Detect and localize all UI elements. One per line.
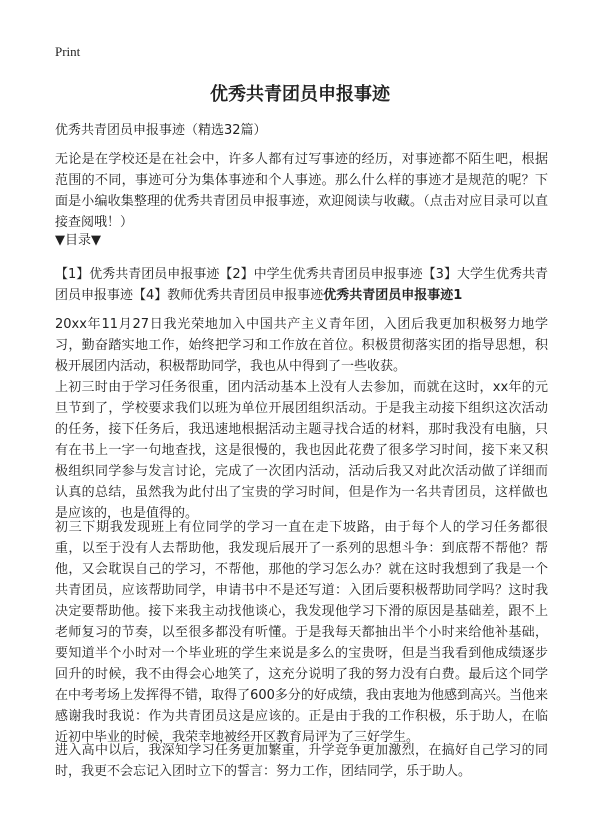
toc-current-heading: 优秀共青团员申报事迹1 [323,288,463,303]
print-link[interactable]: Print [55,44,81,59]
document-subtitle: 优秀共青团员申报事迹（精选32篇） [55,123,267,138]
document-title: 优秀共青团员申报事迹 [210,84,390,105]
body-paragraph: 20xx年11月27日我光荣地加入中国共产主义青年团，入团后我更加积极努力地学习，勤奋踏实地工作，始终把学习和工作放在首位。积极贯彻落实团的指导思想，积极开展团内活动，积极帮助同学，我也从中得到了一些收获。 [55,317,548,374]
body-paragraph: 上初三时由于学习任务很重，团内活动基本上没有人去参加，而就在这时，xx年的元旦节到了，学校要求我们以班为单位开展团组织活动。于是我主动接下组织这次活动的任务，接下任务后，我迅速地根据活动主题寻找合适的材料，那时我没有电脑，只有在书上一字一句地查找，这是很慢的，我也因此花费了很多学习时间，接下来又积极组织同学参与发言讨论，完成了一次团内活动，活动后我又对此次活动做了详细而认真的总结，虽然我为此付出了宝贵的学习时间，但是作为一名共青团员，这样做也是应该的，也是值得的。 [55,380,548,521]
toc-label: ▼目录▼ [55,233,101,248]
table-of-contents [55,264,548,306]
toc-links[interactable]: 【1】优秀共青团员申报事迹【2】中学生优秀共青团员申报事迹【3】大学生优秀共青团员申报事迹【4】教师优秀共青团员申报事迹 [55,267,548,303]
intro-paragraph: 无论是在学校还是在社会中，许多人都有过写事迹的经历，对事迹都不陌生吧，根据范围的不同，事迹可分为集体事迹和个人事迹。那么什么样的事迹才是规范的呢？下面是小编收集整理的优秀共青团员申报事迹，欢迎阅读与收藏。（点击对应目录可以直接查阅哦！） [55,152,548,230]
body-paragraph: 进入高中以后，我深知学习任务更加繁重，升学竞争更加激烈，在搞好自己学习的同时，我更不会忘记入团时立下的誓言：努力工作，团结同学，乐于助人。 [55,743,548,779]
body-paragraph: 初三下期我发现班上有位同学的学习一直在走下坡路，由于每个人的学习任务都很重，以至于没有人去帮助他，我发现后展开了一系列的思想斗争：到底帮不帮他？帮他，又会耽误自己的学习，不帮他，那他的学习怎么办？就在这时我想到了我是一个共青团员，应该帮助同学，申请书中不是还写道：入团后要积极帮助同学吗？这时我决定要帮助他。接下来我主动找他谈心，我发现他学习下滑的原因是基础差，跟不上老师复习的节奏，以至很多都没有听懂。于是我每天都抽出半个小时来给他补基础，要知道半个小时对一个毕业班的学生来说是多么的宝贵呀，但是当我看到他成绩逐步回升的时候，我不由得会心地笑了，这充分说明了我的努力没有白费。最后这个同学在中考考场上发挥得不错，取得了600多分的好成绩，我由衷地为他感到高兴。当他来感谢我时我说：作为共青团员这是应该的。正是由于我的工作积极，乐于助人，在临近初中毕业的时候，我荣幸地被经开区教育局评为了三好学生。 [55,520,548,745]
